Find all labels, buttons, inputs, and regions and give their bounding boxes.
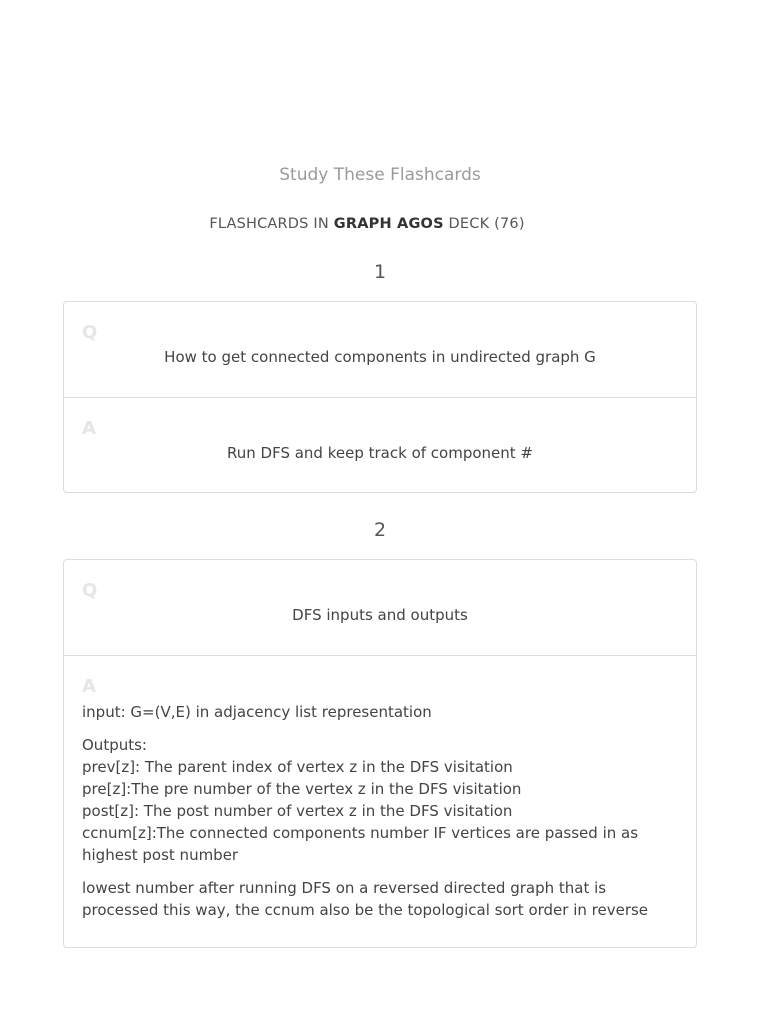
question-side [64,560,696,655]
card-number: 1 [373,261,387,283]
answer-body [82,701,676,932]
answer-letter: A [82,676,96,697]
question-text: How to get connected components in undirected graph G [164,348,596,366]
question-letter: Q [82,580,98,601]
question-side [64,302,696,397]
answer-line: post[z]: The post number of vertex z in the DFS visitation [82,802,513,820]
card-number: 2 [373,519,387,541]
deck-heading-suffix: DECK (76) [443,216,525,232]
flashcard [63,301,697,493]
answer-paragraph-outputs [82,734,676,866]
answer-line: Outputs: [82,736,147,754]
answer-text: Run DFS and keep track of component # [227,444,533,462]
answer-line: pre[z]:The pre number of the vertex z in the DFS visitation [82,780,522,798]
answer-side [64,655,696,947]
question-text: DFS inputs and outputs [292,606,468,624]
answer-paragraph: lowest number after running DFS on a reversed directed graph that is processed this way, the ccnum also be the topological sort order in reverse [82,879,649,919]
answer-line: prev[z]: The parent index of vertex z in the DFS visitation [82,758,513,776]
answer-paragraph: input: G=(V,E) in adjacency list representation [82,703,432,721]
deck-name-link[interactable]: GRAPH AGOS [333,216,444,232]
study-title: Study These Flashcards [279,165,481,185]
deck-heading-prefix: FLASHCARDS IN [209,216,334,232]
flashcard [63,559,697,948]
answer-letter: A [82,418,96,439]
answer-side [64,397,696,492]
answer-line: ccnum[z]:The connected components number IF vertices are passed in as highest post number [82,824,639,864]
question-letter: Q [82,322,98,343]
deck-heading [0,216,734,232]
